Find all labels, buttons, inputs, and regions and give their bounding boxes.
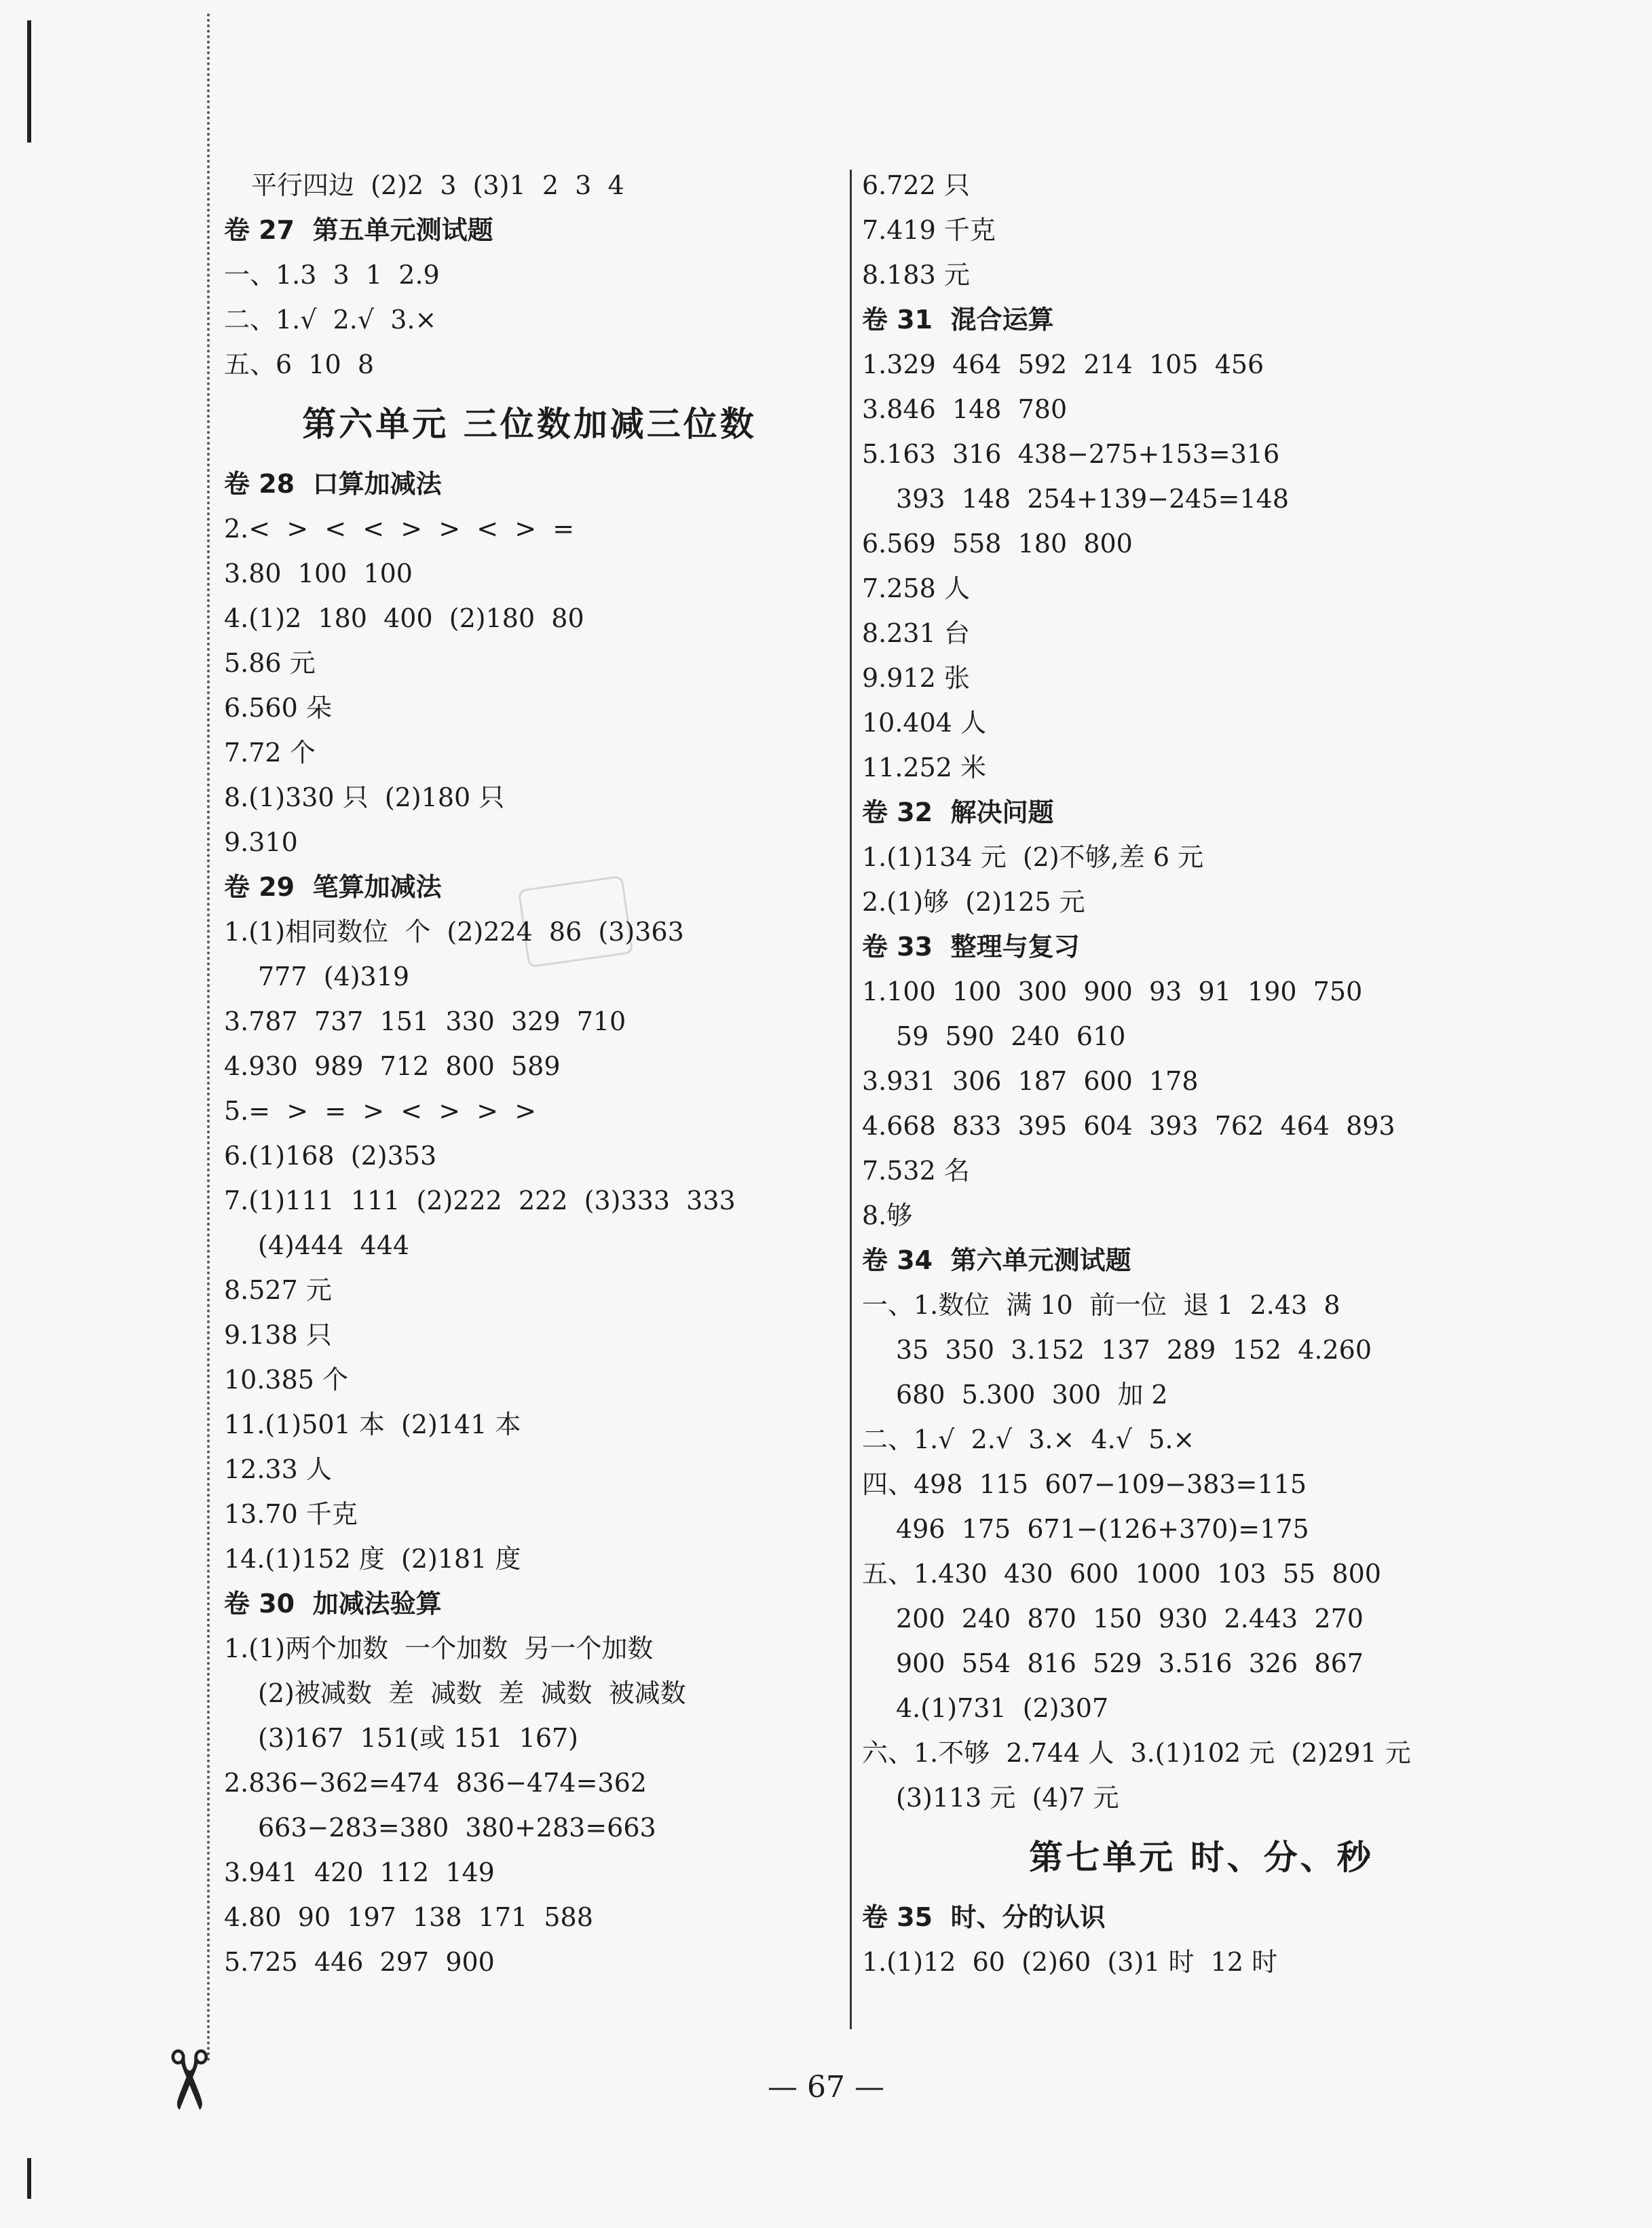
answer-line: 4.80 90 197 138 171 588 [224, 1902, 593, 1932]
answer-line: 11.(1)501 本 (2)141 本 [224, 1410, 521, 1439]
answer-line: 四、498 115 607−109−383=115 [862, 1469, 1307, 1499]
answer-line: 一、1.数位 满 10 前一位 退 1 2.43 8 [862, 1290, 1340, 1320]
answer-line: 1.(1)相同数位 个 (2)224 86 (3)363 [224, 917, 684, 947]
quiz-heading: 卷 27 第五单元测试题 [224, 215, 493, 245]
answer-line: 1.(1)12 60 (2)60 (3)1 时 12 时 [862, 1947, 1278, 1977]
edge-mark-top [27, 20, 31, 143]
answer-line: 5.= > = > < > > > [224, 1096, 537, 1126]
answer-line: 10.404 人 [862, 708, 987, 738]
answer-line: 8.够 [862, 1201, 913, 1230]
quiz-heading: 卷 31 混合运算 [862, 305, 1054, 335]
answer-line: 3.941 420 112 149 [224, 1857, 495, 1887]
answer-line: 7.(1)111 111 (2)222 222 (3)333 333 [224, 1186, 736, 1215]
answer-line: (2)被减数 差 减数 差 减数 被减数 [258, 1678, 686, 1708]
answer-line: 14.(1)152 度 (2)181 度 [224, 1544, 521, 1574]
answer-line: 1.(1)134 元 (2)不够,差 6 元 [862, 842, 1204, 872]
answer-line: 3.787 737 151 330 329 710 [224, 1006, 626, 1036]
answer-line: 4.930 989 712 800 589 [224, 1051, 561, 1081]
answer-line: 680 5.300 300 加 2 [896, 1380, 1168, 1410]
answer-line: 平行四边 (2)2 3 (3)1 2 3 4 [251, 170, 624, 200]
answer-line: 12.33 人 [224, 1454, 332, 1484]
answer-line: 8.183 元 [862, 260, 970, 290]
answer-line: 一、1.3 3 1 2.9 [224, 260, 440, 290]
answer-line: 35 350 3.152 137 289 152 4.260 [896, 1335, 1372, 1365]
answer-line: 1.100 100 300 900 93 91 190 750 [862, 977, 1363, 1006]
answer-line: 六、1.不够 2.744 人 3.(1)102 元 (2)291 元 [862, 1738, 1411, 1768]
answer-line: 59 590 240 610 [896, 1021, 1126, 1051]
answer-line: 663−283=380 380+283=663 [258, 1813, 656, 1843]
answer-line: 10.385 个 [224, 1365, 349, 1395]
answer-line: 5.163 316 438−275+153=316 [862, 439, 1280, 469]
quiz-heading: 卷 35 时、分的认识 [862, 1902, 1106, 1932]
answer-line: 五、6 10 8 [224, 350, 375, 379]
quiz-heading: 卷 28 口算加减法 [224, 469, 442, 499]
unit-title: 第七单元 时、分、秒 [1029, 1837, 1374, 1877]
answer-column-right [862, 163, 1541, 1984]
answer-line: 393 148 254+139−245=148 [896, 484, 1290, 514]
answer-line: 3.846 148 780 [862, 394, 1068, 424]
answer-line: (4)444 444 [258, 1230, 410, 1260]
answer-line: 2.< > < < > > < > = [224, 514, 575, 544]
answer-line: 7.258 人 [862, 573, 970, 603]
answer-line: 7.72 个 [224, 738, 316, 768]
answer-line: 13.70 千克 [224, 1499, 358, 1529]
answer-line: 8.(1)330 只 (2)180 只 [224, 782, 505, 812]
answer-line: 5.725 446 297 900 [224, 1947, 495, 1977]
answer-line: 9.310 [224, 827, 298, 857]
answer-line: 1.329 464 592 214 105 456 [862, 350, 1264, 379]
answer-line: 9.912 张 [862, 663, 970, 693]
answer-line: 3.931 306 187 600 178 [862, 1066, 1199, 1096]
unit-title: 第六单元 三位数加减三位数 [302, 404, 757, 444]
answer-line: 9.138 只 [224, 1320, 332, 1350]
quiz-heading: 卷 32 解决问题 [862, 797, 1054, 827]
answer-line: 2.836−362=474 836−474=362 [224, 1768, 647, 1798]
answer-line: 1.(1)两个加数 一个加数 另一个加数 [224, 1634, 654, 1663]
edge-mark-bottom [27, 2158, 31, 2199]
answer-line: 496 175 671−(126+370)=175 [896, 1514, 1309, 1544]
page-number: — 67 — [768, 2070, 884, 2104]
answer-line: 二、1.√ 2.√ 3.× [224, 305, 437, 335]
answer-line: 900 554 816 529 3.516 326 867 [896, 1648, 1364, 1678]
answer-line: 6.569 558 180 800 [862, 529, 1133, 559]
column-divider [850, 170, 852, 2029]
answer-line: 4.(1)731 (2)307 [896, 1693, 1109, 1723]
answer-line: 8.231 台 [862, 618, 970, 648]
quiz-heading: 卷 33 整理与复习 [862, 932, 1080, 962]
quiz-heading: 卷 29 笔算加减法 [224, 872, 442, 902]
answer-line: 7.419 千克 [862, 215, 996, 245]
answer-line: 200 240 870 150 930 2.443 270 [896, 1604, 1364, 1634]
cut-line [207, 14, 210, 2063]
answer-line: 5.86 元 [224, 648, 316, 678]
answer-line: 8.527 元 [224, 1275, 332, 1305]
answer-line: 6.560 朵 [224, 693, 332, 723]
quiz-heading: 卷 30 加减法验算 [224, 1589, 442, 1619]
answer-line: 二、1.√ 2.√ 3.× 4.√ 5.× [862, 1424, 1195, 1454]
answer-column-left [224, 163, 835, 1984]
answer-line: 7.532 名 [862, 1156, 970, 1186]
answer-line: (3)113 元 (4)7 元 [896, 1783, 1119, 1813]
answer-line: (3)167 151(或 151 167) [258, 1723, 578, 1753]
answer-line: 11.252 米 [862, 753, 987, 782]
answer-line: 6.722 只 [862, 170, 970, 200]
answer-line: 2.(1)够 (2)125 元 [862, 887, 1085, 917]
scissors-icon: ✂ [140, 2045, 235, 2115]
answer-line: 4.(1)2 180 400 (2)180 80 [224, 603, 584, 633]
answer-line: 6.(1)168 (2)353 [224, 1141, 437, 1171]
quiz-heading: 卷 34 第六单元测试题 [862, 1245, 1131, 1275]
answer-line: 777 (4)319 [258, 962, 410, 992]
answer-line: 4.668 833 395 604 393 762 464 893 [862, 1111, 1395, 1141]
answer-line: 五、1.430 430 600 1000 103 55 800 [862, 1559, 1381, 1589]
answer-line: 3.80 100 100 [224, 559, 413, 588]
